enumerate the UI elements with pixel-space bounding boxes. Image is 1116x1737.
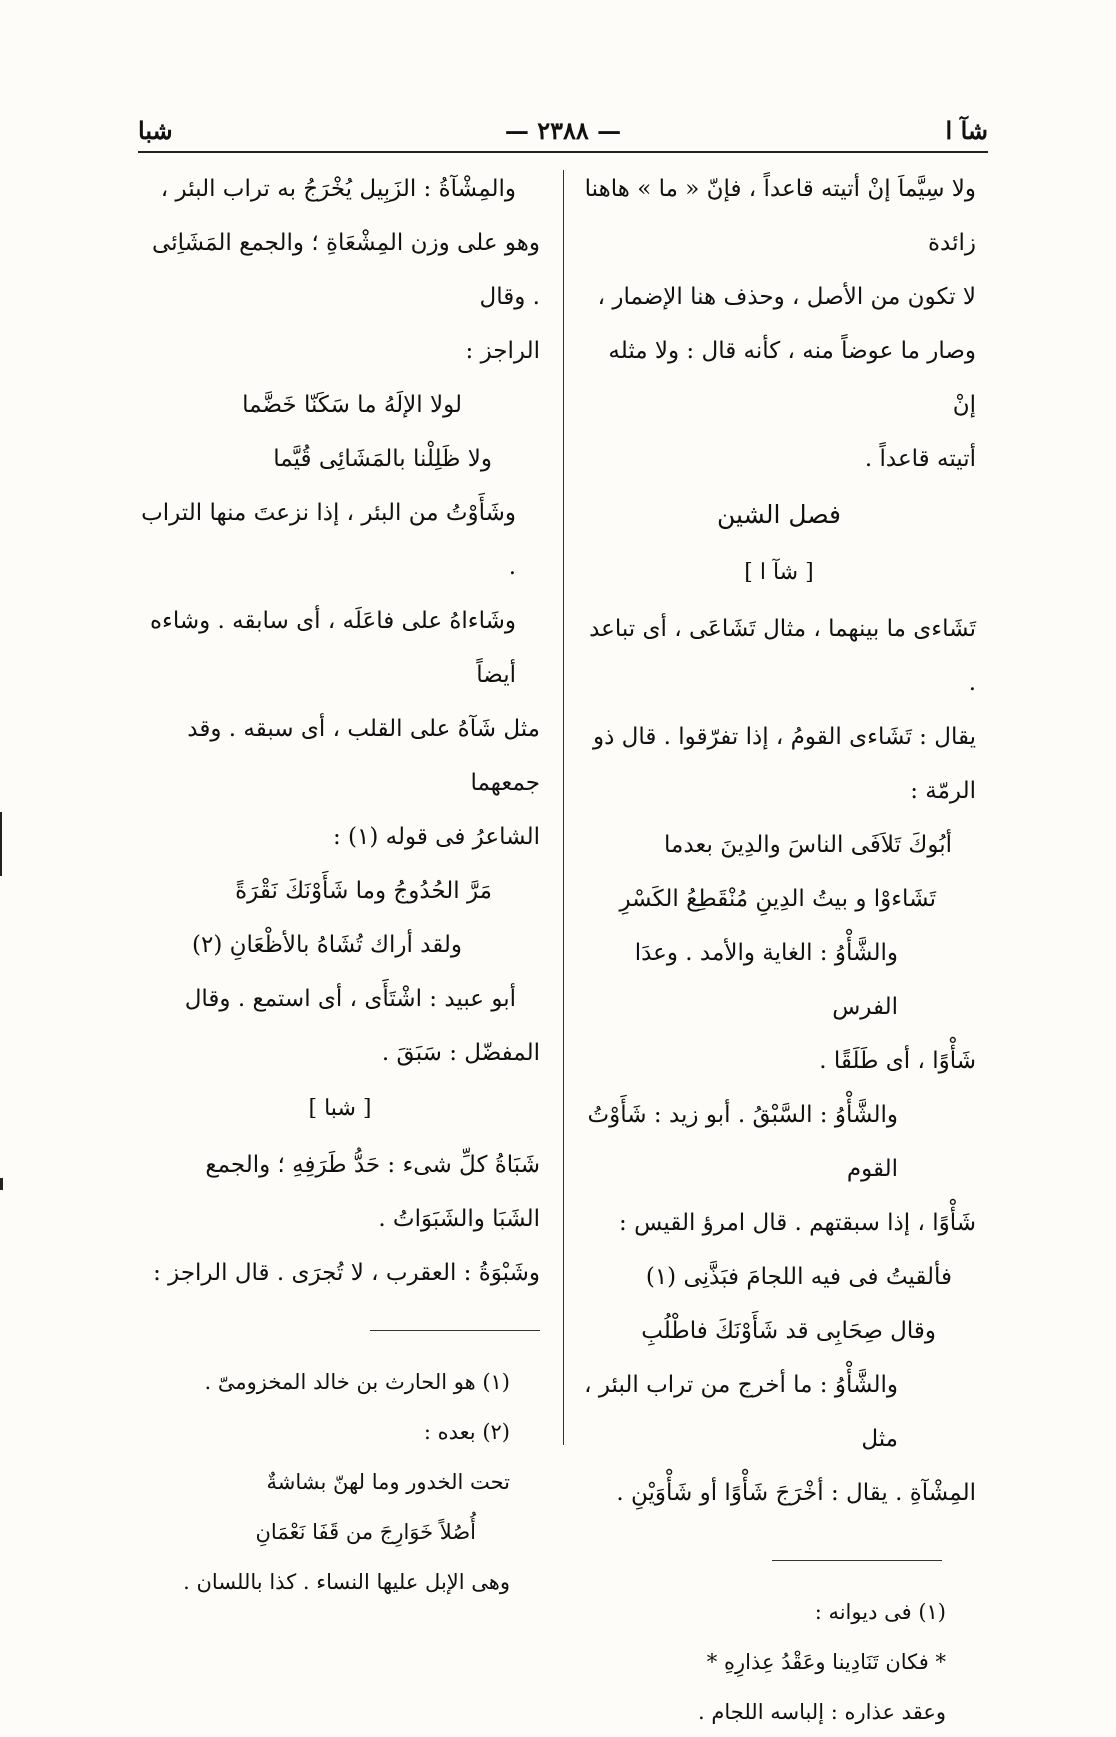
footnote: أُصُلاً خَوَارِجَ من قَفَا نَعْمَانِ [255,1520,476,1544]
text-line: الشَبَا والشَبَوَاتُ . [378,1206,540,1232]
header-root-right: شآ ا [945,116,988,145]
text-line: أتيته قاعداً . [864,446,976,472]
text-line: وشَبْوَةُ : العقرب ، لا تُجرَى . قال الراجز : [153,1260,540,1286]
header-rule [138,151,988,153]
verse-line: ولا ظَلِلْنا بالمَشَائِى قُيَّما [273,446,492,472]
column-divider [563,170,564,1445]
verse-line: وقال صِحَابِى قد شَأَوْنَكَ فاطْلُبِ [641,1318,936,1344]
text-line: والشَّأْوُ : ما أخرج من تراب البئر ، مثل [584,1372,898,1452]
text-line: يقال : تَشَاءى القومُ ، إذا تفرّقوا . قال ذو الرمّة : [592,724,976,804]
footnote: * فكان تَنَادِينا وعَقْدُ عِذارِهِ * [706,1650,946,1674]
section-title: فصل الشين [717,500,841,529]
scan-edge-mark [0,812,2,876]
text-line: تَشَاءى ما بينهما ، مثال تَشَاعَى ، أى تباعد . [589,616,976,696]
footnote: (١) هو الحارث بن خالد المخزومىّ . [204,1370,510,1394]
verse-line: لولا الإلَهُ ما سَكَنّا خَضَّما [242,392,462,418]
entry-heading: [ شآ ا ] [744,560,814,585]
footnote: وهى الإبل عليها النساء . كذا باللسان . [183,1570,510,1594]
right-column [582,162,976,1737]
text-line: والشَّأْوُ : السَّبْقُ . أبو زيد : شَأَوْتُ القوم [587,1102,898,1182]
footnote: (٢) بعده : [423,1420,510,1444]
text-line: ولا سِيَّماَ إنْ أتيته قاعداً ، فإنّ « ما » هاهنا زائدة [584,176,976,256]
text-line: المِشْآةِ . يقال : أخْرَجَ شَأْوًا أو شَأْوَيْنِ . [616,1480,976,1506]
text-line: أبو عبيد : اشْتَأَى ، أى استمع . وقال [184,986,516,1012]
verse-line: مَرَّ الحُدُوجُ وما شَأَوْنَكَ نَقْرَةً [235,878,492,904]
text-line: والشَّأْوُ : الغاية والأمد . وعدَا الفرس [634,940,898,1020]
footnote: وعقد عذاره : إلباسه اللجام . [698,1700,946,1724]
text-line: وشَاءاهُ على فاعَلَه ، أى سابقه . وشاءه أيضاً [149,608,516,688]
verse-line: أبُوكَ تَلاَفَى الناسَ والدِينَ بعدما [664,832,952,858]
text-line: الراجز : [465,338,540,364]
page-number: — ٢٣٨٨ — [504,116,622,145]
text-line: المفضّل : سَبَقَ . [381,1040,540,1066]
verse-line: ولقد أراك تُشَاهُ بالأظْعَانِ (٢) [191,932,462,958]
entry-heading: [ شبا ] [308,1096,372,1121]
text-line: لا تكون من الأصل ، وحذف هنا الإضمار ، [597,284,976,310]
text-line: وصار ما عوضاً منه ، كأنه قال : ولا مثله إنْ [608,338,976,418]
footnote: تحت الخدور وما لهنّ بشاشةٌ [266,1470,510,1494]
verse-line: تَشَاءوْا و بيتُ الدِينِ مُنْقَطِعُ الكَسْرِ [619,886,936,912]
text-line: شَأْوًا ، إذا سبقتهم . قال امرؤ القيس : [619,1210,976,1236]
footnote-rule [370,1330,540,1331]
page-header [138,112,988,152]
text-line: شَبَاةُ كلِّ شىء : حَدُّ طَرَفِهِ ؛ والجمع [205,1152,540,1178]
text-line: مثل شَآهُ على القلب ، أى سبقه . وقد جمعهما [187,716,540,796]
footnote-rule [772,1560,942,1561]
text-line: والمِشْآةُ : الزَبِيل يُخْرَجُ به تراب البئر ، [160,176,516,202]
footnote: (١) فى ديوانه : [814,1600,946,1624]
text-line: وهو على وزن المِشْعَاةِ ؛ والجمع المَشَاِئى . وقال [152,230,540,310]
scan-edge-mark [0,1178,3,1190]
verse-line: فألقيتُ فى فيه اللجامَ فبَذَّنِى (١) [645,1264,952,1290]
text-line: شَأْوًا ، أى طَلَقًا . [819,1048,976,1074]
text-line: وشَأَوْتُ من البئر ، إذا نزعتَ منها التراب . [141,500,516,580]
text-line: الشاعرُ فى قوله (١) : [332,824,540,850]
header-root-left: شبا [138,116,173,145]
left-column [140,162,540,1607]
